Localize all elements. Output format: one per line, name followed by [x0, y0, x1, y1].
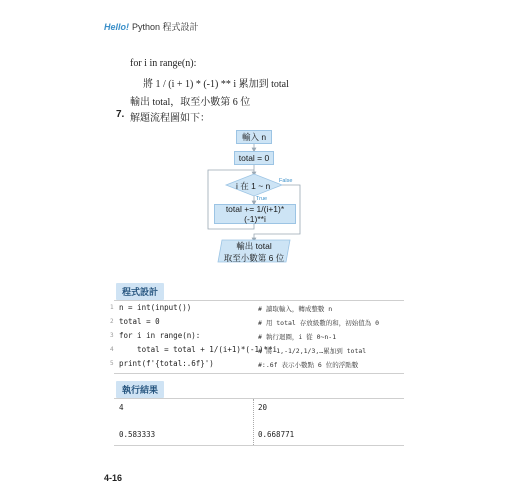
code-text: total = 0	[119, 317, 160, 326]
flowchart-output-box	[218, 240, 290, 264]
code-text: total = total + 1/(i+1)*(-1)**i	[119, 345, 278, 354]
page-number: 4-16	[104, 473, 123, 483]
code-comment: # 執行迴圈，i 從 0~n-1	[258, 333, 337, 341]
result-block	[114, 398, 404, 446]
flowchart-output-line2: 取至小數第 6 位	[223, 253, 285, 263]
code-block	[110, 300, 404, 374]
code-comment: #:.6f 表示小數點 6 位的浮點數	[258, 361, 359, 369]
line-number: 3	[110, 332, 114, 339]
flowchart-true-label: True	[256, 196, 268, 202]
result-right-input: 20	[258, 403, 268, 412]
code-comment: # 用 total 存放級數的和，初始值為 0	[258, 319, 380, 327]
code-comment: # 將 1,-1/2,1/3,…累加到 total	[258, 347, 367, 355]
pseudo-line-2: 將 1 / (i + 1) * (-1) ** i 累加到 total	[143, 79, 289, 90]
code-line	[110, 331, 404, 345]
result-left-output: 0.583333	[119, 430, 156, 439]
flowchart-input-box: 輸入 n	[236, 130, 272, 144]
program-section-title: 程式設計	[116, 283, 164, 300]
code-line	[110, 317, 404, 331]
result-divider	[253, 399, 255, 445]
flowchart-condition-label: i 在 1 ~ n	[236, 181, 271, 191]
code-line	[110, 359, 404, 373]
code-text: n = int(input())	[119, 303, 192, 312]
line-number: 2	[110, 318, 114, 325]
code-comment: # 讀取輸入，轉成整數 n	[258, 305, 333, 313]
code-line	[110, 303, 404, 317]
flowchart-accumulate-box: total += 1/(i+1)*(-1)**i	[214, 204, 296, 224]
code-text: print(f'{total:.6f}')	[119, 359, 214, 368]
line-number: 5	[110, 360, 114, 367]
pseudo-line-3: 輸出 total，取至小數第 6 位	[130, 97, 251, 108]
flowchart-output-line1: 輸出 total	[236, 241, 272, 251]
header-title: Python 程式設計	[132, 22, 199, 32]
flowchart-init-box: total = 0	[234, 151, 274, 165]
line-number: 4	[110, 346, 114, 353]
result-section-title: 執行結果	[116, 381, 164, 398]
result-left-input: 4	[119, 403, 124, 412]
result-right-output: 0.668771	[258, 430, 295, 439]
code-text: for i in range(n):	[119, 331, 201, 340]
line-number: 1	[110, 304, 114, 311]
pseudo-line-1: for i in range(n):	[130, 58, 197, 69]
flowchart-false-label: False	[279, 178, 293, 184]
header-hello: Hello!	[104, 22, 130, 32]
step-text: 解題流程圖如下：	[130, 113, 210, 124]
step-number: 7.	[116, 109, 125, 120]
code-line	[110, 345, 404, 359]
